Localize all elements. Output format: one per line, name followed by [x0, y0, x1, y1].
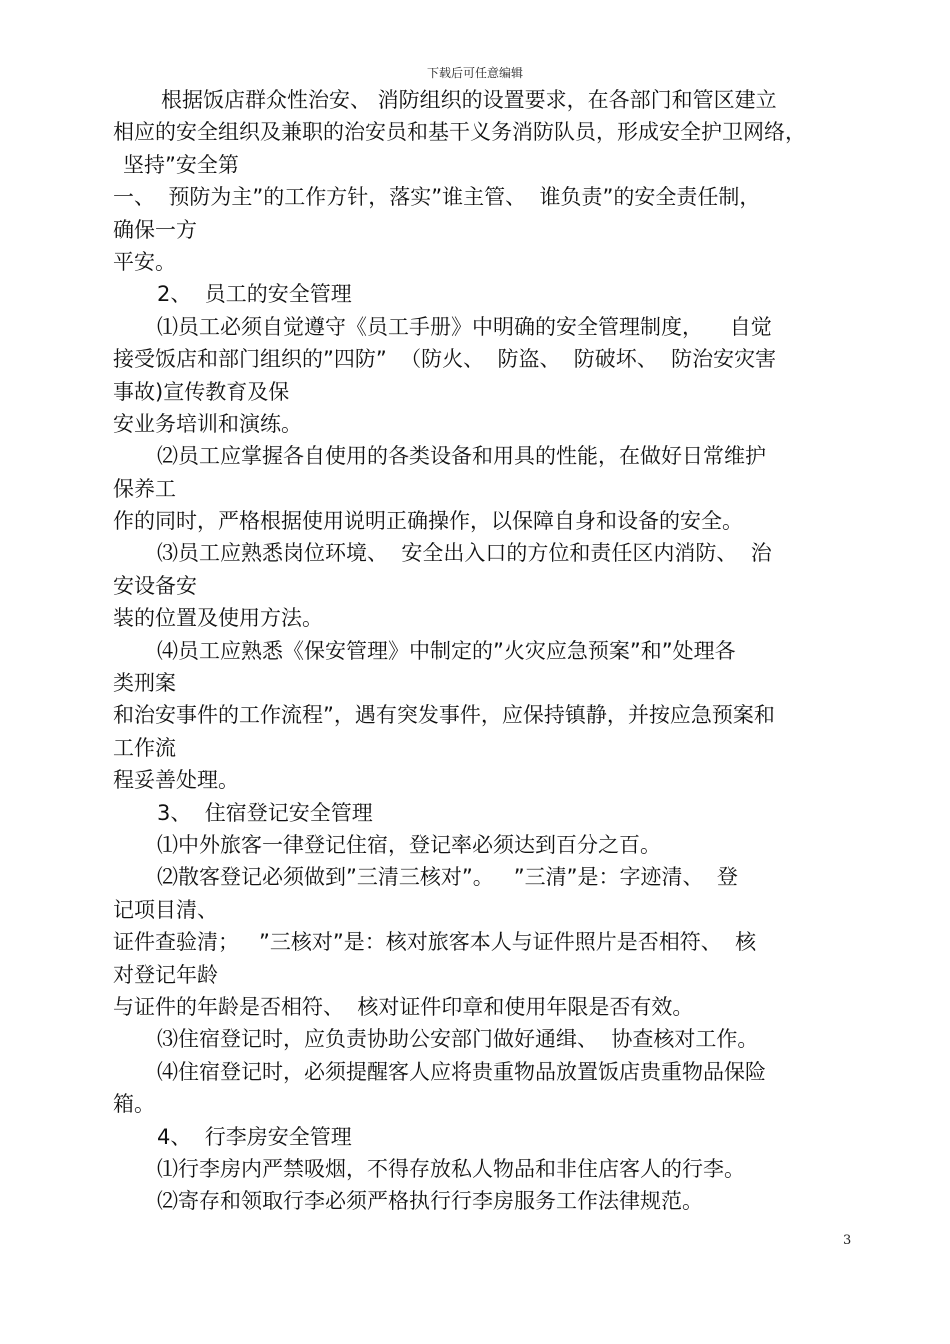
text-line: 根据饭店群众性治安、 消防组织的设置要求，在各部门和管区建立 — [161, 88, 777, 112]
text-line: ⑵寄存和领取行李必须严格执行行李房服务工作法律规范。 — [157, 1189, 703, 1214]
text-line: ⑵散客登记必须做到”三清三核对”。 ”三清”是：字迹清、 登 — [157, 865, 738, 890]
text-line: 4、 行李房安全管理 — [157, 1124, 352, 1149]
text-line: 工作流 — [113, 735, 176, 760]
text-line: ⑷员工应熟悉《保安管理》中制定的”火灾应急预案”和”处理各 — [157, 638, 736, 663]
text-line: 接受饭店和部门组织的”四防” （防火、 防盗、 防破坏、 防治安灾害 — [113, 347, 777, 372]
text-line: ⑴员工必须自觉遵守《员工手册》中明确的安全管理制度， 自觉 — [157, 314, 772, 339]
text-line: ⑴行李房内严禁吸烟，不得存放私人物品和非住店客人的行李。 — [157, 1156, 745, 1181]
text-line: 记项目清、 — [113, 897, 218, 922]
text-line: 安设备安 — [113, 573, 197, 598]
text-line: ⑶员工应熟悉岗位环境、 安全出入口的方位和责任区内消防、 治 — [157, 541, 772, 566]
text-line: 一、 预防为主”的工作方针，落实”谁主管、 谁负责”的安全责任制， — [113, 185, 761, 210]
text-line: 程妥善处理。 — [113, 768, 239, 793]
text-line: 和治安事件的工作流程”，遇有突发事件，应保持镇静，并按应急预案和 — [113, 703, 775, 728]
text-line: 装的位置及使用方法。 — [113, 606, 323, 631]
text-line: 相应的安全组织及兼职的治安员和基干义务消防队员，形成安全护卫网络， — [113, 120, 806, 145]
text-line: 确保一方 — [113, 217, 197, 242]
text-line: 平安。 — [113, 249, 176, 274]
text-line: 3、 住宿登记安全管理 — [157, 800, 373, 825]
text-line: 2、 员工的安全管理 — [157, 282, 352, 307]
text-line: 与证件的年龄是否相符、 核对证件印章和使用年限是否有效。 — [113, 994, 694, 1019]
text-line: 对登记年龄 — [113, 962, 218, 987]
text-line: 坚持”安全第 — [123, 152, 239, 177]
text-line: 安业务培训和演练。 — [113, 411, 302, 436]
text-line: 作的同时，严格根据使用说明正确操作，以保障自身和设备的安全。 — [113, 509, 743, 534]
text-line: ⑵员工应掌握各自使用的各类设备和用具的性能，在做好日常维护 — [157, 444, 766, 469]
text-line: 事故)宣传教育及保 — [113, 379, 290, 404]
text-line: 证件查验清； ”三核对”是：核对旅客本人与证件照片是否相符、 核 — [113, 930, 757, 955]
page-header-note: 下载后可任意编辑 — [426, 66, 523, 80]
text-line: ⑷住宿登记时，必须提醒客人应将贵重物品放置饭店贵重物品保险 — [157, 1059, 766, 1084]
text-line: 保养工 — [113, 476, 176, 501]
text-line: ⑴中外旅客一律登记住宿，登记率必须达到百分之百。 — [157, 832, 661, 857]
text-line: ⑶住宿登记时，应负责协助公安部门做好通缉、 协查核对工作。 — [157, 1027, 759, 1052]
text-line: 箱。 — [113, 1092, 155, 1117]
text-line: 类刑案 — [113, 671, 176, 696]
page-number: 3 — [843, 1233, 852, 1248]
document-body — [113, 84, 863, 1218]
